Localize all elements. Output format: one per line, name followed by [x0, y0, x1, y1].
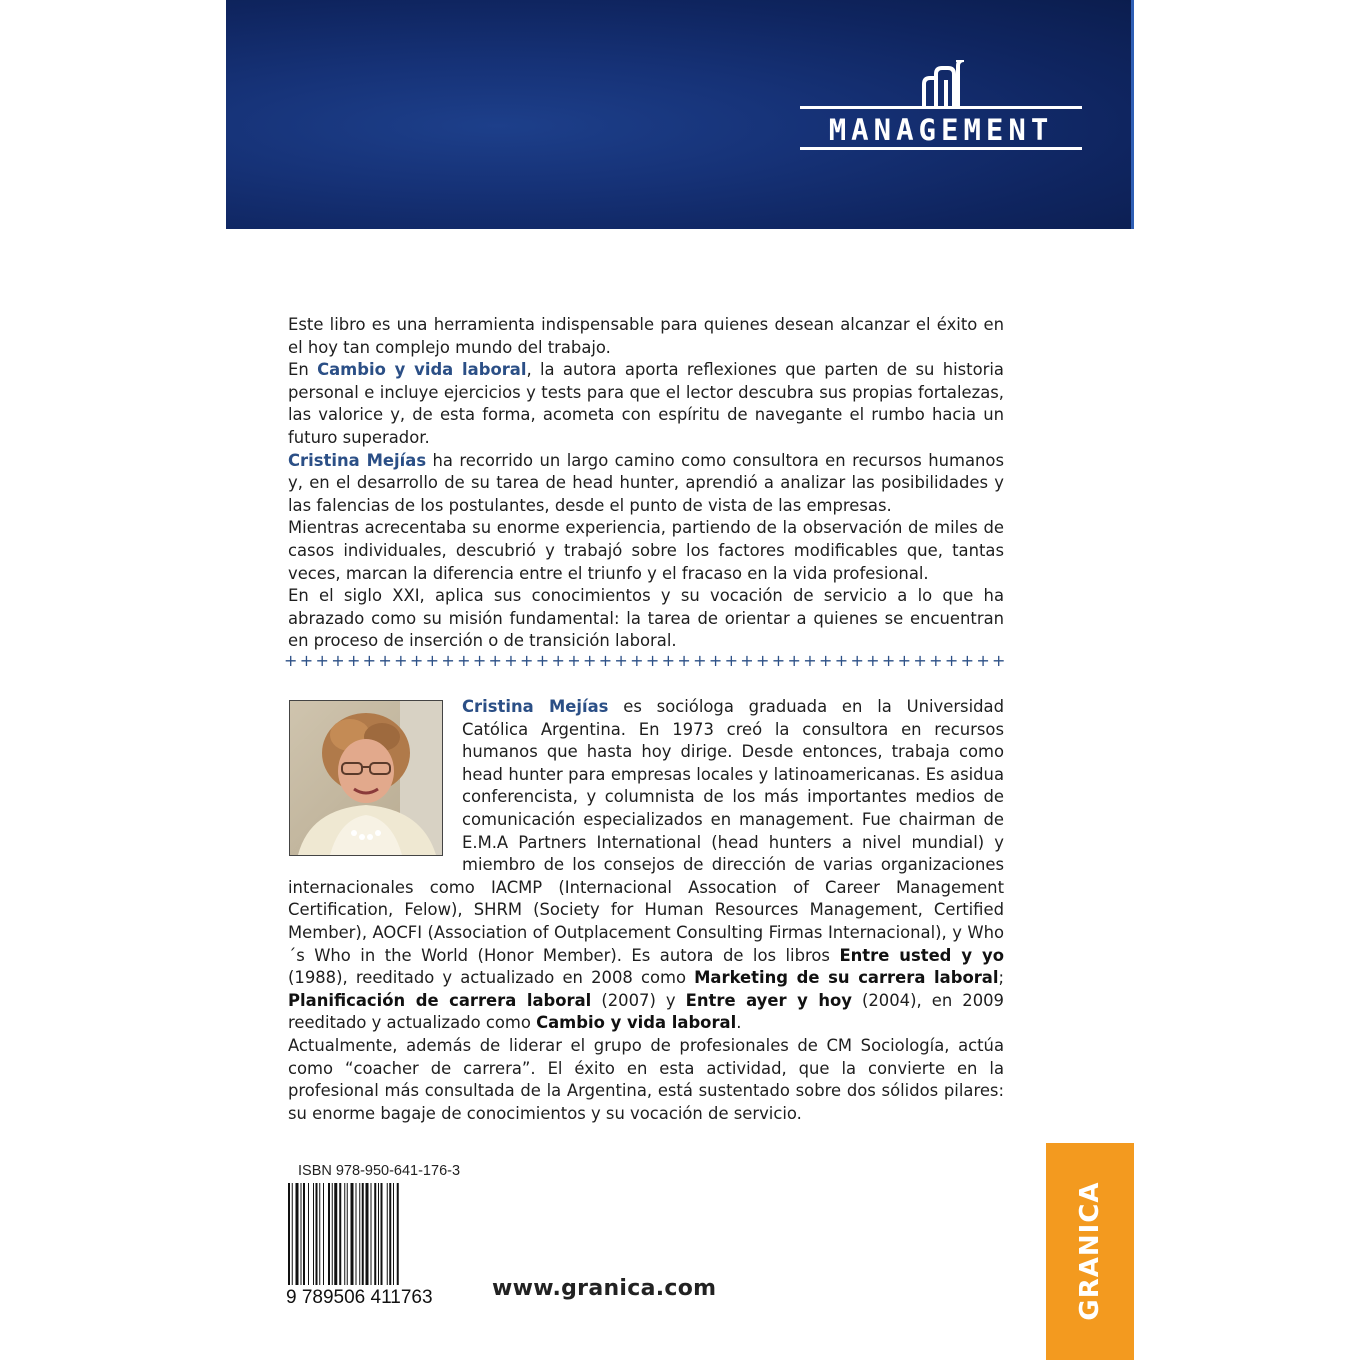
plus-glyph: + — [457, 651, 471, 670]
book-back-cover — [226, 0, 1134, 1360]
book-entre-ayer-y-hoy: Entre ayer y hoy — [685, 990, 852, 1010]
plus-glyph: + — [929, 651, 943, 670]
plus-glyph: + — [346, 651, 361, 670]
plus-glyph: + — [677, 651, 691, 670]
plus-glyph: + — [803, 651, 817, 670]
building-icon — [924, 60, 964, 106]
synopsis-p1: Este libro es una herramienta indispensable para quienes desean alcanzar el éxito en el hoy tan complejo mundo del trabajo. — [288, 315, 1004, 357]
plus-glyph: + — [362, 651, 377, 670]
plus-glyph: + — [630, 651, 644, 670]
barcode-bar — [316, 1183, 318, 1285]
plus-glyph: + — [881, 651, 896, 670]
plus-glyph: + — [441, 651, 455, 670]
book-entre-usted-y-yo: Entre usted y yo — [839, 945, 1004, 965]
barcode-bar — [351, 1183, 354, 1285]
plus-glyph: + — [299, 651, 314, 670]
barcode-bar — [387, 1183, 388, 1285]
barcode-bar — [381, 1183, 383, 1285]
band-edge — [1131, 0, 1134, 229]
plus-glyph: + — [472, 651, 487, 670]
plus-glyph: + — [771, 651, 786, 670]
barcode-bar — [359, 1183, 360, 1285]
barcode-bar — [328, 1183, 330, 1285]
bio-text-4: (2007) y — [591, 990, 686, 1010]
barcode-bar — [347, 1183, 348, 1285]
plus-glyph: + — [897, 651, 912, 670]
plus-glyph: + — [944, 651, 959, 670]
barcode-bar — [393, 1183, 394, 1285]
plus-glyph: + — [331, 651, 345, 670]
header-band — [226, 0, 1134, 229]
plus-glyph: + — [645, 651, 660, 670]
isbn-barcode — [286, 1183, 460, 1305]
plus-glyph: + — [866, 651, 880, 670]
synopsis-p3-post: ha recorrido un largo camino como consultora en recursos humanos y, en el desarrollo de su tarea de head hunter, aprendió a analizar las posibilidades y las falencias de los postulantes, desde el punto de vista de las empresas. — [288, 450, 1004, 515]
plus-glyph: + — [708, 651, 723, 670]
barcode-bar — [371, 1183, 372, 1285]
plus-glyph: + — [598, 651, 613, 670]
barcode-bar — [378, 1183, 379, 1285]
plus-glyph: + — [960, 651, 974, 670]
plus-glyph: + — [724, 651, 738, 670]
plus-glyph: + — [567, 651, 581, 670]
plus-glyph: + — [284, 651, 298, 670]
barcode-bar — [288, 1183, 290, 1285]
plus-divider — [284, 651, 1006, 671]
barcode-bar — [319, 1183, 320, 1285]
synopsis — [288, 314, 1004, 653]
barcode-bar — [339, 1183, 341, 1285]
plus-glyph: + — [551, 651, 565, 670]
synopsis-p2-post: , la autora aporta reflexiones que parten de su historia personal e incluye ejercicios y tests para que el lector descubra sus propias fortalezas, las valorice y, de esta forma, acometa con espíritu de navegante el rumbo hacia un futuro superador. — [288, 360, 1004, 447]
author-name-highlight: Cristina Mejías — [288, 450, 427, 470]
barcode-bar — [356, 1183, 357, 1285]
plus-glyph: + — [488, 651, 502, 670]
synopsis-p5: En el siglo XXI, aplica sus conocimientos y su vocación de servicio a lo que ha abrazado como su misión fundamental: la tarea de orientar a quienes se encuentran en proceso de inserción o de transición laboral. — [288, 586, 1004, 651]
plus-glyph: + — [850, 651, 864, 670]
plus-glyph: + — [913, 651, 927, 670]
book-marketing: Marketing de su carrera laboral — [694, 968, 999, 988]
barcode-bar — [344, 1183, 345, 1285]
barcode-bar — [308, 1183, 309, 1285]
plus-glyph: + — [614, 651, 628, 670]
barcode-bar — [366, 1183, 369, 1285]
plus-glyph: + — [504, 651, 518, 670]
book-planificacion: Planificación de carrera laboral — [288, 990, 592, 1010]
photo-spacer — [288, 696, 462, 870]
barcode-bar — [334, 1183, 337, 1285]
barcode-bar — [303, 1183, 305, 1285]
bio-author-name: Cristina Mejías — [462, 697, 609, 716]
publisher-tab — [1046, 1143, 1134, 1360]
plus-glyph: + — [315, 651, 329, 670]
barcode-bar — [389, 1183, 391, 1285]
publisher-name: GRANICA — [1075, 1181, 1105, 1321]
plus-glyph: + — [409, 651, 424, 670]
barcode-bar — [397, 1183, 399, 1285]
plus-glyph: + — [818, 651, 833, 670]
book-cambio-y-vida-laboral: Cambio y vida laboral — [536, 1013, 737, 1033]
barcode-bar — [296, 1183, 299, 1285]
plus-glyph: + — [992, 651, 1006, 670]
plus-glyph: + — [520, 651, 534, 670]
barcode-digits: 9 789506 411763 — [286, 1287, 433, 1305]
plus-glyph: + — [693, 651, 707, 670]
management-logo — [800, 60, 1082, 152]
author-bio — [288, 696, 1004, 1125]
synopsis-p2-pre: En — [288, 360, 318, 380]
barcode-bar — [374, 1183, 376, 1285]
barcode-bar — [301, 1183, 302, 1285]
bio-text-1: es socióloga graduada en la Universidad Católica Argentina. En 1973 creó la consultora en recursos humanos que hasta hoy dirige. Desde entonces, trabaja como head hunter para empresas locales y latinoamericanas. Es asidua conferencista, y columnista de los más importantes medios de comunicación especializados en management. Fue chairman de E.M.A Partners International (head hunters a nivel mundial) y miembro de los consejos de dirección de varias organizaciones internacionales como IACMP (Internacional Assocation of Career Management Certification, Felow), SHRM (Society for Human Resources Management, Certified Member), AOCFI (Association of Outplacement Consulting Firmas Internacional), y Who´s Who in the World (Honor Member). Es autora de los libros — [288, 697, 1005, 965]
barcode-bar — [362, 1183, 364, 1285]
isbn-label: ISBN 978-950-641-176-3 — [298, 1163, 461, 1179]
website-url: www.granica.com — [492, 1276, 717, 1301]
barcode-bar — [313, 1183, 314, 1285]
synopsis-p2 — [288, 359, 1004, 449]
plus-glyph: + — [394, 651, 408, 670]
brand-text: MANAGEMENT — [828, 113, 1054, 147]
plus-glyph: + — [756, 651, 770, 670]
plus-glyph: + — [976, 651, 990, 670]
plus-glyph: + — [787, 651, 801, 670]
barcode-bar — [323, 1183, 324, 1285]
bio-text-2: (1988), reeditado y actualizado en 2008 como — [288, 968, 695, 988]
bio-text-5: (2004), en 2009 reeditado y actualizado como — [288, 990, 1004, 1033]
synopsis-p3 — [288, 450, 1004, 518]
bio-p2: Actualmente, además de liderar el grupo de profesionales de CM Sociología, actúa como “coacher de carrera”. El éxito en esta actividad, que la convierte en la profesional más consultada de la Argentina, está sustentado sobre dos sólidos pilares: su enorme bagaje de conocimientos y su vocación de servicio. — [288, 1035, 1004, 1123]
plus-glyph: + — [378, 651, 392, 670]
barcode-bar — [332, 1183, 333, 1285]
plus-glyph: + — [425, 651, 440, 670]
synopsis-p4: Mientras acrecentaba su enorme experiencia, partiendo de la observación de miles de casos individuales, descubrió y trabajó sobre los factores modificables que, tantas veces, marcan la diferencia entre el triunfo y el fracaso en la vida profesional. — [288, 518, 1004, 583]
plus-glyph: + — [535, 651, 550, 670]
bio-text-6: . — [736, 1013, 742, 1033]
plus-glyph: + — [582, 651, 597, 670]
plus-glyph: + — [740, 651, 754, 670]
barcode-bar — [292, 1183, 293, 1285]
plus-glyph: + — [834, 651, 849, 670]
bio-text-3: ; — [998, 968, 1004, 988]
book-title-highlight: Cambio y vida laboral — [317, 360, 527, 380]
plus-glyph: + — [661, 651, 676, 670]
